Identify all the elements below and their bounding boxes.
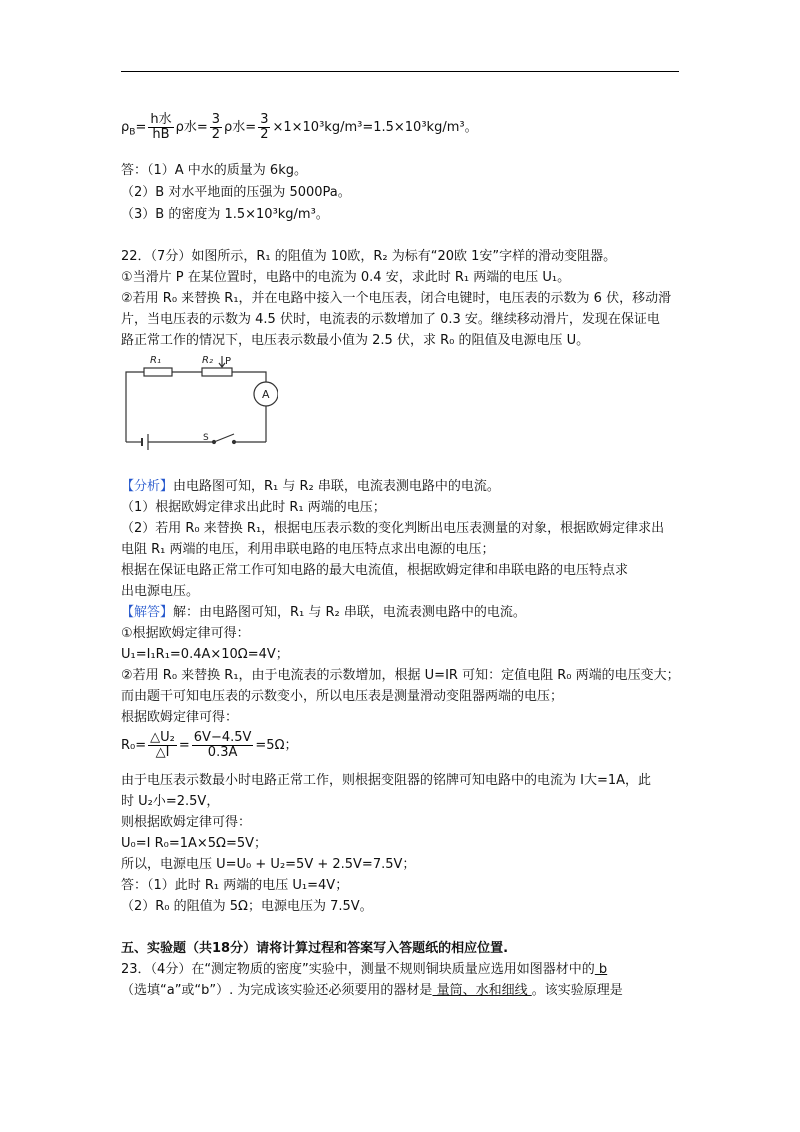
section5-heading: 五、实验题（共18分）请将计算过程和答案写入答题纸的相应位置.: [121, 941, 509, 956]
fraction-delta: $\frac{\text{△U₂}}{\triangle I}$: [150, 730, 175, 760]
solution-tag: 【解答】: [121, 605, 174, 620]
resistor-r2: [202, 368, 232, 376]
q22-line3: ②若用 R₀ 来替换 R₁，并在电路中接入一个电压表，闭合电键时，电压表的示数为 6 伏，移动滑: [121, 291, 672, 306]
fraction-values: $\frac{6V-4.5V}{0.3A}$: [193, 730, 252, 760]
analysis-line6: 出电源电压。: [121, 584, 200, 599]
q23-line2: （选填“a”或“b”）. 为完成该实验还必须要用的器材是 量筒、水和细线 。该实验原理是: [121, 983, 623, 998]
analysis-tag: 【分析】: [121, 479, 174, 494]
label-r2: R₂: [202, 355, 213, 366]
answer21-line1: 答：（1）A 中水的质量为 6kg。: [121, 163, 307, 178]
q22-line5: 路正常工作的情况下，电压表示数最小值为 2.5 伏，求 R₀ 的阻值及电源电压 U。: [121, 333, 590, 348]
solution-line1: 【解答】解：由电路图可知，R₁ 与 R₂ 串联，电流表测电路中的电流。: [121, 605, 526, 620]
solution-line14: （2）R₀ 的阻值为 5Ω；电源电压为 7.5V。: [121, 899, 373, 914]
analysis-line5: 根据在保证电路正常工作可知电路的最大电流值，根据欧姆定律和串联电路的电压特点求: [121, 563, 629, 578]
solution-line2: ①根据欧姆定律可得：: [121, 626, 250, 641]
q23-line1: 23．（4分）在“测定物质的密度”实验中，测量不规则铜块质量应选用如图器材中的 b: [121, 962, 608, 977]
fraction-h: $\frac{\text{h水}}{hB}$: [150, 112, 172, 142]
label-ammeter: A: [262, 388, 270, 401]
solution-line13: 答：（1）此时 R₁ 两端的电压 U₁=4V；: [121, 878, 349, 893]
solution-line6: 根据欧姆定律可得：: [121, 710, 239, 725]
label-r1: R₁: [150, 355, 161, 366]
q22-line4: 片，当电压表的示数为 4.5 伏时，电流表的示数增加了 0.3 安。继续移动滑片，发现在保证电: [121, 312, 660, 327]
q23-blank1: b: [594, 962, 608, 977]
fraction-3-2-b: $\frac{3}{2}$: [260, 112, 269, 142]
solution-line5: 而由题干可知电压表的示数变小，所以电压表是测量滑动变阻器两端的电压；: [121, 689, 564, 704]
analysis-line3: （2）若用 R₀ 来替换 R₁，根据电压表示数的变化判断出电压表测量的对象，根据欧姆定律求出: [121, 521, 665, 536]
label-p: P: [225, 356, 232, 367]
density-formula: $\rho_B=$ $\frac{\text{h水}}{hB}$ ρ水= $\frac{3}{2}$ ρ水= $\frac{3}{2}$ ×1×10³kg/m³=1.5×10³kg/m³。: [121, 112, 478, 142]
header-rule: [121, 71, 679, 72]
solution-line8: 由于电压表示数最小时电路正常工作，则根据变阻器的铭牌可知电路中的电流为 I大=1A，此: [121, 773, 652, 788]
fraction-3-2-a: $\frac{3}{2}$: [211, 112, 221, 142]
q22-line1: 22．（7分）如图所示，R₁ 的阻值为 10欧，R₂ 为标有“20欧 1安”字样的滑动变阻器。: [121, 249, 617, 264]
q23-blank2: 量筒、水和细线: [432, 983, 532, 998]
answer21-line3: （3）B 的密度为 1.5×10³kg/m³。: [121, 207, 329, 222]
solution-line10: 则根据欧姆定律可得：: [121, 815, 252, 830]
solution-line4: ②若用 R₀ 来替换 R₁，由于电流表的示数增加，根据 U=IR 可知：定值电阻 R₀ 两端的电压变大；: [121, 668, 680, 683]
solution-line9: 时 U₂小=2.5V，: [121, 794, 220, 809]
r0-formula: R₀= $\frac{\text{△U₂}}{\triangle I}$ = $\frac{6V-4.5V}{0.3A}$ =5Ω；: [121, 730, 298, 760]
label-switch: S: [203, 433, 209, 443]
analysis-line1: 【分析】由电路图可知，R₁ 与 R₂ 串联，电流表测电路中的电流。: [121, 479, 500, 494]
resistor-r1: [144, 368, 172, 376]
solution-line3: U₁=I₁R₁=0.4A×10Ω=4V；: [121, 647, 289, 662]
answer21-line2: （2）B 对水平地面的压强为 5000Pa。: [121, 185, 351, 200]
solution-line11: U₀=I R₀=1A×5Ω=5V；: [121, 836, 268, 851]
circuit-diagram: [118, 350, 278, 450]
solution-line12: 所以，电源电压 U=U₀ + U₂=5V + 2.5V=7.5V；: [121, 857, 416, 872]
analysis-line2: （1）根据欧姆定律求出此时 R₁ 两端的电压；: [121, 500, 386, 515]
q22-line2: ①当滑片 P 在某位置时，电路中的电流为 0.4 安，求此时 R₁ 两端的电压 U₁。: [121, 270, 571, 285]
analysis-line4: 电阻 R₁ 两端的电压，利用串联电路的电压特点求出电源的电压；: [121, 542, 495, 557]
